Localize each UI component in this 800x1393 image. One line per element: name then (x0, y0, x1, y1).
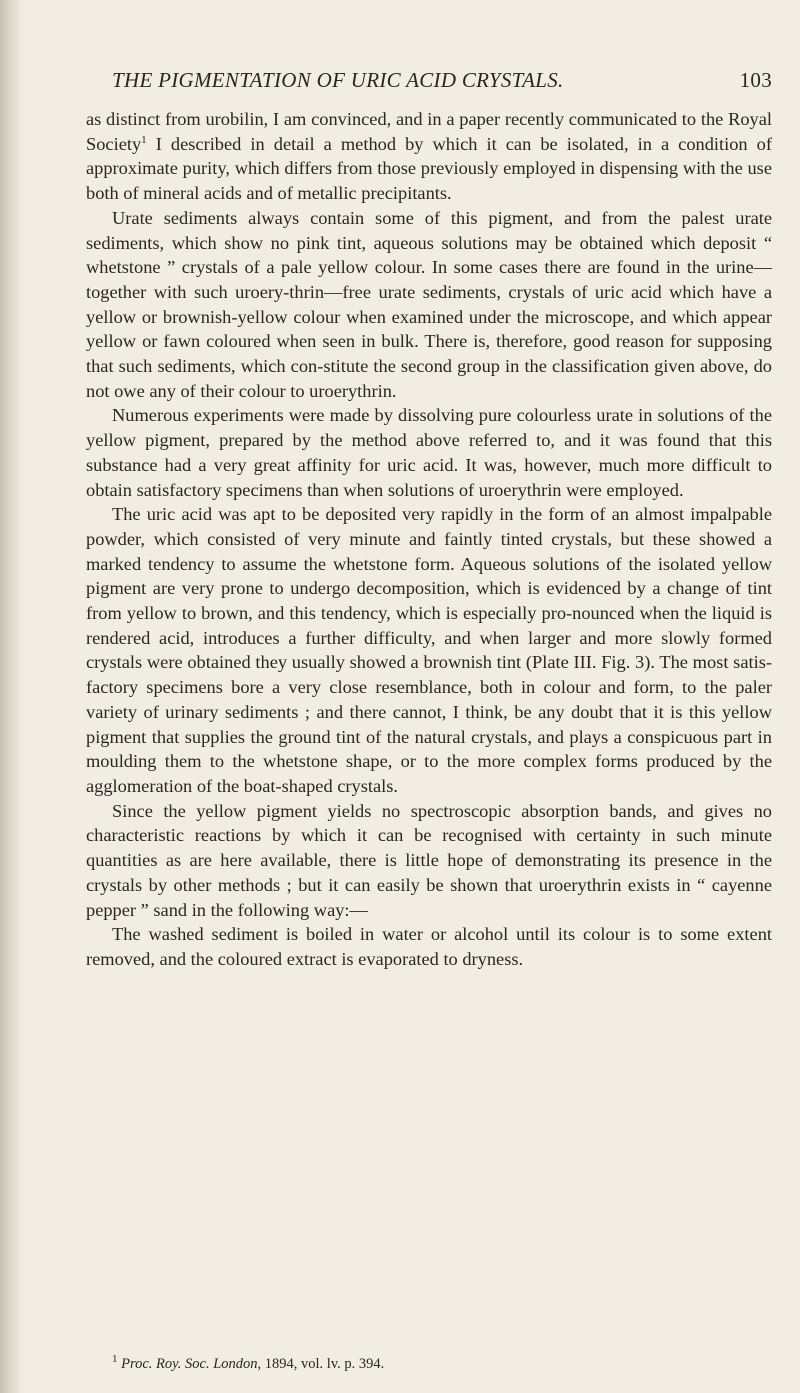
running-title: THE PIGMENTATION OF URIC ACID CRYSTALS. (112, 68, 564, 92)
paragraph-3: Numerous experiments were made by dissolving pure colourless urate in solutions of the yellow pigment, prepared by the method above referred to, and it was found that this substance had a very great affinity for uric acid. It was, however, much more difficult to obtain satisfactory specimens than when solutions of uroerythrin were employed. (86, 405, 772, 500)
paragraph-2: Urate sediments always contain some of this pigment, and from the palest urate sediments, which show no pink tint, aqueous solutions may be obtained which deposit “ whetstone ” crystals of a pale yellow colour. In some cases there are found in the urine—together with such uroery-thrin—free urate sediments, crystals of uric acid which have a yellow or brownish-yellow colour when examined under the microscope, and which appear yellow or fawn coloured when seen in bulk. There is, therefore, good reason for supposing that such sediments, which con-stitute the second group in the classification given above, do not owe any of their colour to uroerythrin. (86, 207, 772, 401)
footnote-journal: Proc. Roy. Soc. London, (121, 1356, 262, 1372)
paragraph-5: Since the yellow pigment yields no spectroscopic absorption bands, and gives no characteristic reactions by which it can be recognised with certainty in such minute quantities as are here available, there is little hope of demonstrating its presence in the crystals by other methods ; but it can easily be shown that uroerythrin exists in “ cayenne pepper ” sand in the following way:— (86, 800, 772, 920)
paragraph-4: The uric acid was apt to be deposited very rapidly in the form of an almost impalpable powder, which consisted of very minute and faintly tinted crystals, but these showed a marked tendency to assume the whetstone form. Aqueous solutions of the isolated yellow pigment are very prone to undergo decomposition, which is evidenced by a change of tint from yellow to brown, and this tendency, which is especially pro-nounced when the liquid is rendered acid, introduces a further difficulty, and when larger and more slowly formed crystals were obtained they usually showed a brownish tint (Plate III. Fig. 3). The most satis-factory specimens bore a very close resemblance, both in colour and form, to the paler variety of urinary sediments ; and there cannot, I think, be any doubt that it is this yellow pigment that supplies the ground tint of the natural crystals, and plays a conspicuous part in moulding them to the whetstone shape, or to the more complex forms produced by the agglomeration of the boat-shaped crystals. (86, 504, 772, 796)
page-edge-shadow (0, 0, 22, 1393)
paragraph-1-text-cont: I described in detail a method by which it can be isolated, in a condition of approximate purity, which differs from those previously employed in dispensing with the use both of mineral acids and of metallic precipitants. (86, 133, 772, 204)
running-header (112, 68, 772, 98)
paragraph-1-text: as distinct from urobilin, I am convinced, and in a paper recently communicated to the Royal Society (86, 109, 772, 154)
page-number: 103 (739, 68, 772, 92)
paragraph-1 (86, 107, 772, 206)
footnote-reference: 1 (141, 133, 147, 146)
paragraph-6: The washed sediment is boiled in water or alcohol until its colour is to some extent removed, and the coloured extract is evaporated to dryness. (86, 924, 772, 969)
footnote-details: 1894, vol. lv. p. 394. (261, 1356, 385, 1372)
footnote-mark: 1 (112, 1353, 118, 1366)
footnote (112, 1355, 752, 1373)
body-text (86, 107, 772, 972)
